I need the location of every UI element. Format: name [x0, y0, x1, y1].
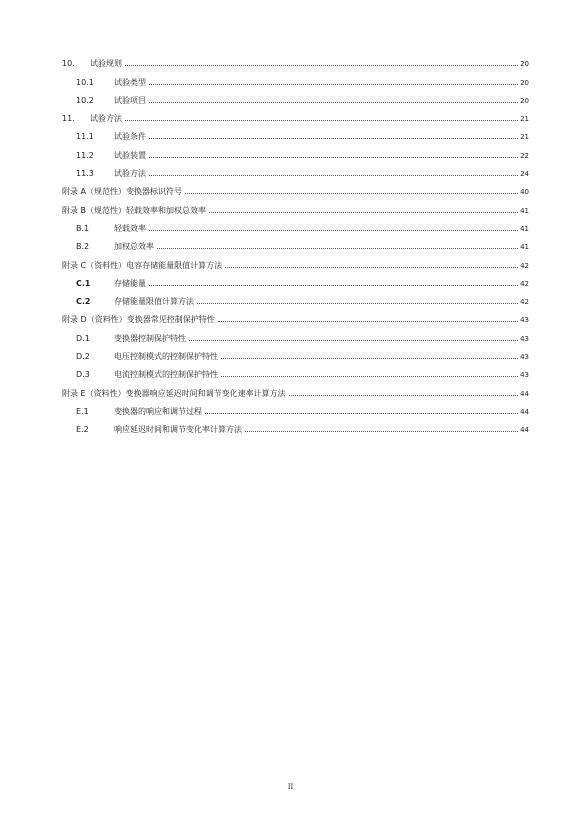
- page-number: II: [287, 783, 294, 791]
- toc-entry-title: 试验方法: [114, 169, 146, 179]
- toc-entry-title: 附录 E（资料性）变换器响应延迟时间和调节变化速率计算方法: [62, 388, 286, 398]
- toc-entry[interactable]: [62, 197, 529, 215]
- dot-leader: [149, 175, 518, 176]
- toc-entry-number: 11.: [62, 114, 75, 124]
- toc-entry-page: 40: [520, 188, 529, 197]
- dot-leader: [125, 65, 518, 66]
- toc-entry-page: 42: [520, 279, 529, 288]
- toc-entry-title: 附录 C（资料性）电容存储能量限值计算方法: [62, 260, 223, 270]
- table-of-contents: [62, 51, 529, 435]
- toc-entry-number: D.2: [76, 352, 90, 362]
- toc-entry-page: 43: [520, 353, 529, 362]
- toc-entry-title: 电流控制模式的控制保护特性: [114, 370, 218, 380]
- toc-entry-title: 附录 B（规范性）轻载效率和加权总效率: [62, 205, 207, 215]
- toc-entry[interactable]: [62, 271, 529, 289]
- toc-entry-number: E.2: [76, 425, 89, 435]
- toc-entry-number: 11.2: [76, 150, 94, 160]
- toc-entry-number: 10.1: [76, 77, 94, 87]
- toc-entry-page: 42: [520, 261, 529, 270]
- toc-entry-title: 试验项目: [114, 95, 146, 105]
- toc-entry-title: 轻载效率: [114, 223, 146, 233]
- toc-entry[interactable]: [62, 380, 529, 398]
- toc-entry[interactable]: [62, 252, 529, 270]
- toc-entry-page: 41: [520, 243, 529, 252]
- toc-entry[interactable]: [62, 325, 529, 343]
- dot-leader: [149, 102, 518, 103]
- toc-entry-page: 41: [520, 206, 529, 215]
- dot-leader: [149, 84, 518, 85]
- dot-leader: [289, 395, 518, 396]
- dot-leader: [157, 248, 518, 249]
- toc-entry[interactable]: [62, 216, 529, 234]
- toc-entry[interactable]: [62, 234, 529, 252]
- toc-entry[interactable]: [62, 69, 529, 87]
- dot-leader: [149, 230, 518, 231]
- toc-entry-number: C.2: [76, 297, 91, 307]
- toc-entry-number: C.1: [76, 278, 91, 288]
- toc-entry[interactable]: [62, 362, 529, 380]
- dot-leader: [221, 376, 518, 377]
- toc-entry-page: 43: [520, 316, 529, 325]
- toc-entry-title: 变换器的响应和调节过程: [114, 406, 202, 416]
- toc-entry-title: 存储能量: [114, 278, 146, 288]
- toc-entry-page: 22: [520, 151, 529, 160]
- toc-entry[interactable]: [62, 161, 529, 179]
- toc-entry-title: 试验方法: [90, 114, 122, 124]
- toc-entry-page: 24: [520, 170, 529, 179]
- toc-entry-title: 变换器控制保护特性: [114, 333, 186, 343]
- toc-entry-page: 20: [520, 60, 529, 69]
- toc-entry[interactable]: [62, 142, 529, 160]
- toc-entry[interactable]: [62, 51, 529, 69]
- toc-entry-title: 电压控制模式的控制保护特性: [114, 352, 218, 362]
- dot-leader: [197, 303, 518, 304]
- toc-entry-number: E.1: [76, 406, 89, 416]
- toc-entry-title: 试验类型: [114, 77, 146, 87]
- dot-leader: [218, 321, 518, 322]
- toc-entry[interactable]: [62, 399, 529, 417]
- dot-leader: [225, 267, 518, 268]
- toc-entry-title: 试验装置: [114, 150, 146, 160]
- toc-entry[interactable]: [62, 88, 529, 106]
- toc-entry-title: 附录 A（规范性）变换器标识符号: [62, 187, 183, 197]
- toc-entry[interactable]: [62, 106, 529, 124]
- toc-entry-number: D.3: [76, 370, 90, 380]
- toc-entry[interactable]: [62, 124, 529, 142]
- toc-entry[interactable]: [62, 307, 529, 325]
- toc-entry-number: 11.1: [76, 132, 94, 142]
- dot-leader: [209, 212, 518, 213]
- toc-entry-page: 41: [520, 224, 529, 233]
- toc-entry[interactable]: [62, 344, 529, 362]
- toc-entry-page: 43: [520, 334, 529, 343]
- toc-entry-title: 存储能量限值计算方法: [114, 297, 194, 307]
- toc-entry-number: 10.: [62, 59, 75, 69]
- toc-entry-number: B.1: [76, 223, 90, 233]
- dot-leader: [149, 138, 518, 139]
- toc-entry-page: 42: [520, 298, 529, 307]
- toc-entry-title: 附录 D（资料性）变换器常见控制保护特性: [62, 315, 215, 325]
- dot-leader: [189, 340, 518, 341]
- dot-leader: [185, 193, 518, 194]
- toc-entry-number: 11.3: [76, 169, 94, 179]
- toc-entry-page: 21: [520, 115, 529, 124]
- toc-entry-number: B.2: [76, 242, 90, 252]
- toc-entry-title: 试验条件: [114, 132, 146, 142]
- toc-entry-page: 44: [520, 426, 529, 435]
- toc-entry-number: D.1: [76, 333, 90, 343]
- toc-entry-title: 响应延迟时间和调节变化率计算方法: [114, 425, 242, 435]
- dot-leader: [221, 358, 518, 359]
- toc-entry[interactable]: [62, 289, 529, 307]
- toc-entry-page: 43: [520, 371, 529, 380]
- dot-leader: [125, 120, 518, 121]
- toc-entry-title: 加权总效率: [114, 242, 154, 252]
- toc-entry-page: 44: [520, 389, 529, 398]
- toc-entry-page: 20: [520, 78, 529, 87]
- toc-entry-title: 试验规则: [90, 59, 122, 69]
- dot-leader: [149, 285, 518, 286]
- toc-entry-page: 44: [520, 407, 529, 416]
- toc-entry[interactable]: [62, 179, 529, 197]
- toc-entry[interactable]: [62, 417, 529, 435]
- toc-entry-number: 10.2: [76, 95, 94, 105]
- dot-leader: [205, 413, 518, 414]
- toc-entry-page: 20: [520, 96, 529, 105]
- toc-entry-page: 21: [520, 133, 529, 142]
- dot-leader: [149, 157, 518, 158]
- dot-leader: [245, 431, 518, 432]
